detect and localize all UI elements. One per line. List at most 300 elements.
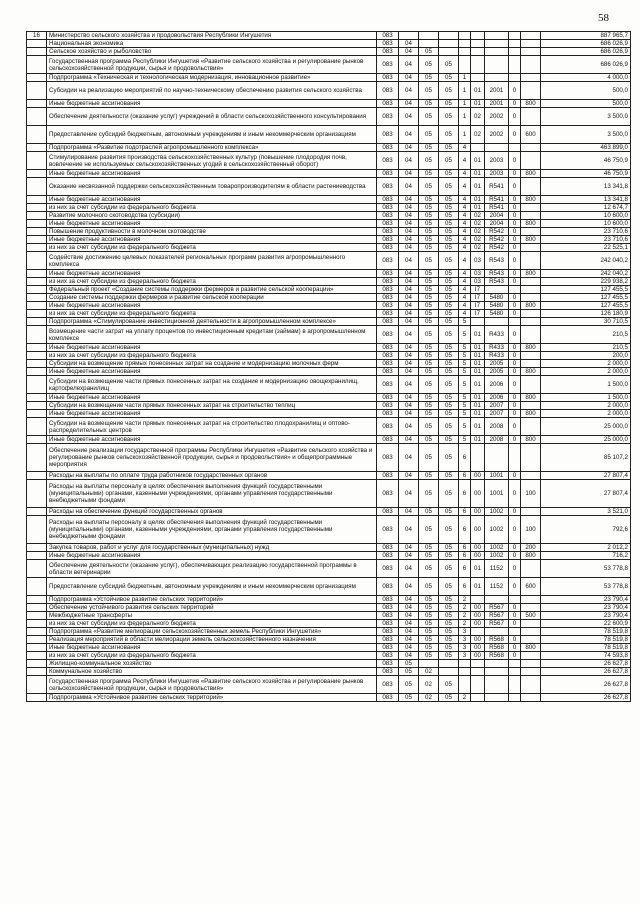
table-row — [27, 318, 631, 326]
expense-type-cell: 800 — [521, 368, 541, 376]
row-number-cell — [27, 48, 47, 56]
expense-type-cell — [521, 628, 541, 636]
item-name-cell: Предоставление субсидий бюджетным, автономным учреждениям и иным некоммерческим организациям — [47, 578, 377, 596]
ministry-code-cell: 083 — [377, 578, 399, 596]
program-cell — [439, 48, 459, 56]
section-cell: 04 — [399, 126, 419, 144]
row-number-cell — [27, 660, 47, 668]
ministry-code-cell: 083 — [377, 82, 399, 100]
direction-cell: 2003 — [485, 152, 509, 170]
amount-cell: 2 000,0 — [541, 402, 631, 410]
subprogram-cell — [459, 56, 471, 74]
table-row — [27, 100, 631, 108]
subprogram-cell: 6 — [459, 516, 471, 544]
subprogram-cell: 6 — [459, 472, 471, 480]
ministry-code-cell: 083 — [377, 418, 399, 436]
ministry-code-cell: 083 — [377, 144, 399, 152]
program-cell: 05 — [439, 344, 459, 352]
section-cell: 04 — [399, 636, 419, 644]
subprogram-cell — [459, 40, 471, 48]
direction-suffix-cell: 0 — [509, 178, 521, 196]
section-cell: 04 — [399, 212, 419, 220]
amount-cell: 23 710,6 — [541, 228, 631, 236]
program-cell: 05 — [439, 126, 459, 144]
subsection-cell: 05 — [419, 100, 439, 108]
program-cell: 05 — [439, 286, 459, 294]
row-number-cell — [27, 244, 47, 252]
event-cell: 00 — [471, 636, 485, 644]
ministry-code-cell: 083 — [377, 326, 399, 344]
expense-type-cell: 800 — [521, 196, 541, 204]
direction-suffix-cell — [509, 676, 521, 694]
direction-suffix-cell: 0 — [509, 376, 521, 394]
subsection-cell: 05 — [419, 170, 439, 178]
expense-type-cell: 800 — [521, 220, 541, 228]
subprogram-cell: 2 — [459, 604, 471, 612]
subprogram-cell: 1 — [459, 126, 471, 144]
direction-suffix-cell: 0 — [509, 228, 521, 236]
ministry-code-cell: 083 — [377, 48, 399, 56]
item-name-cell: Расходы на выплаты по оплате труда работников государственных органов — [47, 472, 377, 480]
direction-suffix-cell — [509, 628, 521, 636]
subprogram-cell: 4 — [459, 294, 471, 302]
row-number-cell — [27, 56, 47, 74]
subprogram-cell: 5 — [459, 410, 471, 418]
item-name-cell: Коммунальное хозяйство — [47, 668, 377, 676]
program-cell: 05 — [439, 480, 459, 508]
item-name-cell: Субсидии на возмещение части прямых понесенных затрат на строительство теплиц — [47, 402, 377, 410]
event-cell: 02 — [471, 212, 485, 220]
expense-type-cell — [521, 252, 541, 270]
subprogram-cell: 5 — [459, 318, 471, 326]
program-cell: 05 — [439, 360, 459, 368]
subprogram-cell: 4 — [459, 152, 471, 170]
subsection-cell: 05 — [419, 612, 439, 620]
expense-type-cell — [521, 596, 541, 604]
subprogram-cell: 4 — [459, 278, 471, 286]
event-cell: 01 — [471, 560, 485, 578]
amount-cell: 686 026,9 — [541, 48, 631, 56]
subprogram-cell: 6 — [459, 552, 471, 560]
ministry-code-cell: 083 — [377, 444, 399, 472]
expense-type-cell: 800 — [521, 436, 541, 444]
program-cell: 05 — [439, 352, 459, 360]
table-row — [27, 108, 631, 126]
subsection-cell: 05 — [419, 236, 439, 244]
program-cell: 05 — [439, 612, 459, 620]
subsection-cell: 02 — [419, 694, 439, 702]
expense-type-cell — [521, 82, 541, 100]
ministry-code-cell: 083 — [377, 212, 399, 220]
subsection-cell: 05 — [419, 472, 439, 480]
row-number-cell — [27, 236, 47, 244]
event-cell: 01 — [471, 326, 485, 344]
item-name-cell: Субсидии на возмещение прямых понесенных затрат на создание и модернизацию молочных ферм — [47, 360, 377, 368]
direction-suffix-cell: 0 — [509, 270, 521, 278]
subprogram-cell: 5 — [459, 418, 471, 436]
section-cell: 05 — [399, 668, 419, 676]
event-cell: 00 — [471, 544, 485, 552]
expense-type-cell — [521, 418, 541, 436]
program-cell: 05 — [439, 620, 459, 628]
item-name-cell: Иные бюджетные ассигнования — [47, 302, 377, 310]
expense-type-cell: 800 — [521, 170, 541, 178]
event-cell — [471, 48, 485, 56]
subsection-cell: 05 — [419, 444, 439, 472]
program-cell: 05 — [439, 100, 459, 108]
expense-type-cell: 600 — [521, 126, 541, 144]
amount-cell: 26 627,8 — [541, 668, 631, 676]
program-cell: 05 — [439, 108, 459, 126]
event-cell: 00 — [471, 604, 485, 612]
expense-type-cell: 600 — [521, 578, 541, 596]
subprogram-cell: 4 — [459, 270, 471, 278]
direction-cell — [485, 318, 509, 326]
row-number-cell — [27, 508, 47, 516]
amount-cell: 3 500,0 — [541, 108, 631, 126]
subsection-cell: 05 — [419, 220, 439, 228]
amount-cell: 22 525,1 — [541, 244, 631, 252]
item-name-cell: Иные бюджетные ассигнования — [47, 220, 377, 228]
program-cell: 05 — [439, 596, 459, 604]
amount-cell: 46 750,9 — [541, 170, 631, 178]
expense-type-cell — [521, 204, 541, 212]
ministry-code-cell: 083 — [377, 436, 399, 444]
expense-type-cell — [521, 318, 541, 326]
subsection-cell: 05 — [419, 302, 439, 310]
direction-suffix-cell: 0 — [509, 108, 521, 126]
direction-suffix-cell: 0 — [509, 508, 521, 516]
item-name-cell: Федеральный проект «Создание системы поддержки фермеров и развитие сельской кооперации» — [47, 286, 377, 294]
subprogram-cell: 5 — [459, 402, 471, 410]
item-name-cell: Субсидии на возмещение части прямых понесенных затрат на строительство плодохранилищ и оптово-распределительных центров — [47, 418, 377, 436]
subprogram-cell: 4 — [459, 228, 471, 236]
row-number-cell — [27, 302, 47, 310]
row-number-cell — [27, 126, 47, 144]
section-cell: 04 — [399, 644, 419, 652]
direction-cell — [485, 56, 509, 74]
table-row — [27, 676, 631, 694]
subsection-cell: 05 — [419, 480, 439, 508]
program-cell: 05 — [439, 212, 459, 220]
ministry-code-cell: 083 — [377, 126, 399, 144]
direction-suffix-cell: 0 — [509, 244, 521, 252]
event-cell: 01 — [471, 418, 485, 436]
direction-cell: R541 — [485, 178, 509, 196]
direction-suffix-cell: 0 — [509, 644, 521, 652]
ministry-code-cell: 083 — [377, 56, 399, 74]
section-cell: 04 — [399, 436, 419, 444]
row-number-cell — [27, 402, 47, 410]
direction-cell: R433 — [485, 326, 509, 344]
item-name-cell: Иные бюджетные ассигнования — [47, 236, 377, 244]
table-row — [27, 74, 631, 82]
event-cell: 01 — [471, 368, 485, 376]
section-cell: 05 — [399, 660, 419, 668]
subprogram-cell: 6 — [459, 560, 471, 578]
row-number-cell — [27, 40, 47, 48]
table-row — [27, 40, 631, 48]
event-cell: 00 — [471, 612, 485, 620]
expense-type-cell — [521, 294, 541, 302]
subsection-cell: 05 — [419, 294, 439, 302]
event-cell — [471, 628, 485, 636]
direction-suffix-cell: 0 — [509, 436, 521, 444]
amount-cell: 78 519,8 — [541, 644, 631, 652]
section-cell: 04 — [399, 302, 419, 310]
table-row — [27, 668, 631, 676]
direction-suffix-cell — [509, 74, 521, 82]
event-cell: 02 — [471, 244, 485, 252]
section-cell: 04 — [399, 516, 419, 544]
direction-cell: 5480 — [485, 294, 509, 302]
row-number-cell — [27, 394, 47, 402]
section-cell: 04 — [399, 310, 419, 318]
direction-cell: R541 — [485, 196, 509, 204]
event-cell — [471, 668, 485, 676]
amount-cell: 200,0 — [541, 352, 631, 360]
item-name-cell: из них за счет субсидии из федерального бюджета — [47, 244, 377, 252]
amount-cell: 500,0 — [541, 82, 631, 100]
row-number-cell — [27, 472, 47, 480]
ministry-code-cell: 083 — [377, 544, 399, 552]
section-cell: 04 — [399, 100, 419, 108]
subprogram-cell: 6 — [459, 480, 471, 508]
program-cell: 05 — [439, 56, 459, 74]
ministry-code-cell: 083 — [377, 318, 399, 326]
table-row — [27, 196, 631, 204]
direction-cell: 1152 — [485, 560, 509, 578]
program-cell: 05 — [439, 694, 459, 702]
section-cell: 04 — [399, 620, 419, 628]
item-name-cell: Иные бюджетные ассигнования — [47, 270, 377, 278]
section-cell: 04 — [399, 560, 419, 578]
item-name-cell: Предоставление субсидий бюджетным, автономным учреждениям и иным некоммерческим организациям — [47, 126, 377, 144]
subprogram-cell — [459, 676, 471, 694]
section-cell: 04 — [399, 472, 419, 480]
row-number-cell — [27, 418, 47, 436]
subprogram-cell: 1 — [459, 108, 471, 126]
direction-cell: R542 — [485, 236, 509, 244]
table-row — [27, 236, 631, 244]
event-cell: 01 — [471, 352, 485, 360]
ministry-code-cell: 083 — [377, 204, 399, 212]
row-number-cell — [27, 360, 47, 368]
item-name-cell: из них за счет субсидии из федерального бюджета — [47, 620, 377, 628]
ministry-code-cell: 083 — [377, 302, 399, 310]
section-cell: 04 — [399, 40, 419, 48]
table-row — [27, 278, 631, 286]
amount-cell: 46 750,9 — [541, 152, 631, 170]
item-name-cell: Национальная экономика — [47, 40, 377, 48]
program-cell: 05 — [439, 252, 459, 270]
direction-cell: 2008 — [485, 418, 509, 436]
direction-cell: 5480 — [485, 310, 509, 318]
section-cell: 04 — [399, 612, 419, 620]
table-row — [27, 286, 631, 294]
subprogram-cell — [459, 32, 471, 40]
direction-suffix-cell: 0 — [509, 578, 521, 596]
direction-cell: 2007 — [485, 402, 509, 410]
row-number-cell — [27, 636, 47, 644]
direction-cell: R541 — [485, 204, 509, 212]
direction-suffix-cell: 0 — [509, 310, 521, 318]
table-row — [27, 472, 631, 480]
budget-table — [26, 31, 631, 702]
ministry-code-cell: 083 — [377, 668, 399, 676]
item-name-cell: Иные бюджетные ассигнования — [47, 170, 377, 178]
direction-cell: R567 — [485, 612, 509, 620]
item-name-cell: из них за счет субсидии из федерального бюджета — [47, 310, 377, 318]
subsection-cell — [419, 660, 439, 668]
row-number-cell — [27, 170, 47, 178]
amount-cell: 127 455,5 — [541, 286, 631, 294]
subsection-cell: 05 — [419, 212, 439, 220]
item-name-cell: Иные бюджетные ассигнования — [47, 436, 377, 444]
direction-suffix-cell: 0 — [509, 204, 521, 212]
section-cell: 04 — [399, 286, 419, 294]
direction-suffix-cell: 0 — [509, 410, 521, 418]
subsection-cell: 05 — [419, 152, 439, 170]
table-row — [27, 628, 631, 636]
event-cell: 01 — [471, 578, 485, 596]
subprogram-cell: 4 — [459, 302, 471, 310]
ministry-code-cell: 083 — [377, 40, 399, 48]
program-cell: 05 — [439, 644, 459, 652]
expense-type-cell — [521, 660, 541, 668]
row-number-cell — [27, 436, 47, 444]
amount-cell: 25 000,0 — [541, 418, 631, 436]
section-cell: 04 — [399, 368, 419, 376]
row-number-cell — [27, 578, 47, 596]
section-cell: 04 — [399, 604, 419, 612]
section-cell: 04 — [399, 196, 419, 204]
row-number-cell — [27, 310, 47, 318]
direction-cell: R433 — [485, 352, 509, 360]
amount-cell: 2 000,0 — [541, 410, 631, 418]
section-cell: 04 — [399, 170, 419, 178]
event-cell: 00 — [471, 652, 485, 660]
direction-suffix-cell — [509, 32, 521, 40]
direction-cell: 2003 — [485, 170, 509, 178]
table-row — [27, 82, 631, 100]
expense-type-cell — [521, 212, 541, 220]
row-number-cell — [27, 612, 47, 620]
direction-cell — [485, 444, 509, 472]
expense-type-cell — [521, 676, 541, 694]
subprogram-cell: 5 — [459, 368, 471, 376]
row-number-cell — [27, 516, 47, 544]
direction-cell: 1002 — [485, 516, 509, 544]
program-cell: 05 — [439, 368, 459, 376]
program-cell — [439, 660, 459, 668]
direction-cell — [485, 668, 509, 676]
event-cell — [471, 318, 485, 326]
direction-cell — [485, 628, 509, 636]
section-cell: 05 — [399, 694, 419, 702]
amount-cell: 23 790,4 — [541, 596, 631, 604]
direction-cell — [485, 660, 509, 668]
item-name-cell: Расходы на выплаты персоналу в целях обеспечения выполнения функций государственными (муниципальными) органами, казенными учреждениями, органами управления государственными внебюджетными фондами — [47, 480, 377, 508]
direction-cell: 2002 — [485, 108, 509, 126]
expense-type-cell: 800 — [521, 394, 541, 402]
item-name-cell: Иные бюджетные ассигнования — [47, 196, 377, 204]
event-cell: I7 — [471, 286, 485, 294]
expense-type-cell — [521, 444, 541, 472]
event-cell: 01 — [471, 402, 485, 410]
table-row — [27, 604, 631, 612]
item-name-cell: Расходы на обеспечение функций государственных органов — [47, 508, 377, 516]
ministry-code-cell: 083 — [377, 32, 399, 40]
event-cell: 00 — [471, 516, 485, 544]
subprogram-cell: 4 — [459, 144, 471, 152]
amount-cell: 3 521,0 — [541, 508, 631, 516]
expense-type-cell: 800 — [521, 100, 541, 108]
direction-cell: R568 — [485, 636, 509, 644]
item-name-cell: Подпрограмма «Стимулирование инвестиционной деятельности в агропромышленном комплексе» — [47, 318, 377, 326]
table-row — [27, 402, 631, 410]
row-number-cell — [27, 270, 47, 278]
item-name-cell: Иные бюджетные ассигнования — [47, 394, 377, 402]
item-name-cell: Межбюджетные трансферты — [47, 612, 377, 620]
subprogram-cell — [459, 668, 471, 676]
table-row — [27, 636, 631, 644]
row-number-cell — [27, 100, 47, 108]
item-name-cell: Закупка товаров, работ и услуг для государственных (муниципальных) нужд — [47, 544, 377, 552]
amount-cell: 78 519,8 — [541, 636, 631, 644]
event-cell: 00 — [471, 620, 485, 628]
table-row — [27, 508, 631, 516]
section-cell: 04 — [399, 144, 419, 152]
event-cell: I7 — [471, 302, 485, 310]
expense-type-cell: 800 — [521, 236, 541, 244]
direction-cell — [485, 48, 509, 56]
direction-suffix-cell: 0 — [509, 544, 521, 552]
direction-cell: 1002 — [485, 508, 509, 516]
section-cell: 04 — [399, 352, 419, 360]
subprogram-cell: 2 — [459, 694, 471, 702]
subprogram-cell: 2 — [459, 620, 471, 628]
direction-suffix-cell — [509, 660, 521, 668]
subsection-cell: 05 — [419, 228, 439, 236]
ministry-code-cell: 083 — [377, 644, 399, 652]
direction-cell — [485, 694, 509, 702]
program-cell: 05 — [439, 676, 459, 694]
row-number-cell — [27, 628, 47, 636]
section-cell: 04 — [399, 344, 419, 352]
table-row — [27, 294, 631, 302]
expense-type-cell: 800 — [521, 552, 541, 560]
direction-suffix-cell: 0 — [509, 294, 521, 302]
table-row — [27, 220, 631, 228]
expense-type-cell: 200 — [521, 544, 541, 552]
expense-type-cell: 800 — [521, 302, 541, 310]
program-cell — [439, 32, 459, 40]
amount-cell: 229 938,2 — [541, 278, 631, 286]
row-number-cell — [27, 212, 47, 220]
amount-cell: 2 000,0 — [541, 368, 631, 376]
item-name-cell: Обеспечение реализации государственной программы Республики Ингушетия «Развитие сельского хозяйства и регулирование рынков сельскохозяйственной продукции, сырья и продовольствия» и общепрограммные мероприятия — [47, 444, 377, 472]
section-cell: 04 — [399, 278, 419, 286]
subprogram-cell: 4 — [459, 236, 471, 244]
ministry-code-cell: 083 — [377, 628, 399, 636]
amount-cell: 2 012,2 — [541, 544, 631, 552]
section-cell: 04 — [399, 552, 419, 560]
section-cell: 04 — [399, 628, 419, 636]
subprogram-cell: 4 — [459, 212, 471, 220]
program-cell — [439, 668, 459, 676]
expense-type-cell — [521, 620, 541, 628]
